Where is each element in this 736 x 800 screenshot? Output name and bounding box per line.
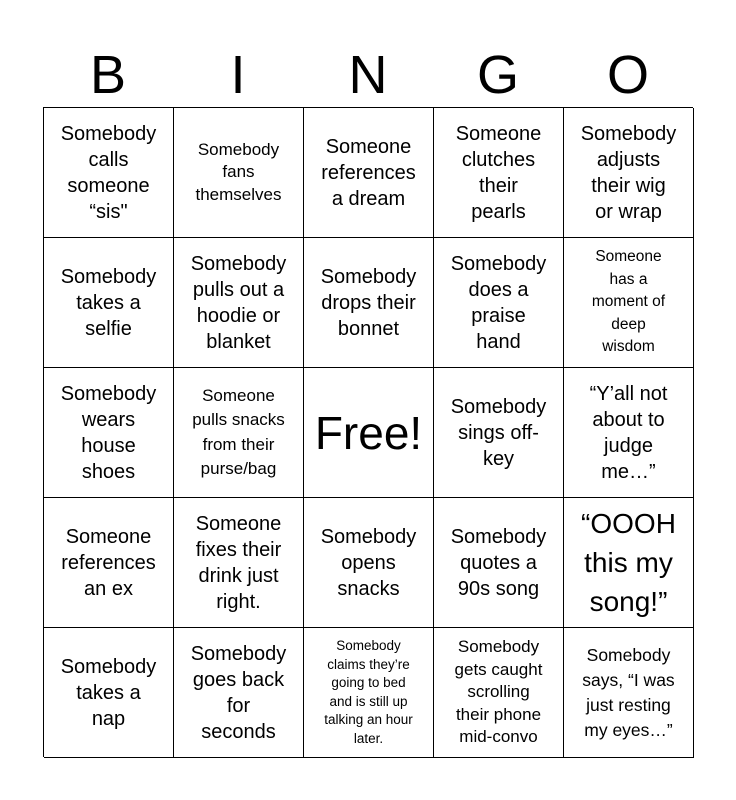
bingo-cell-r5-c4[interactable] bbox=[434, 628, 564, 758]
bingo-cell-r5-c3[interactable] bbox=[304, 628, 434, 758]
bingo-cell-r4-c3[interactable] bbox=[304, 498, 434, 628]
cell-text: Someone pulls snacks from their purse/bag bbox=[192, 385, 285, 478]
cell-text: Somebody claims they’re going to bed and is still up talking an hour later. bbox=[324, 638, 413, 746]
bingo-header bbox=[43, 42, 693, 108]
bingo-cell-r1-c3[interactable] bbox=[304, 108, 434, 238]
header-letter-g: G bbox=[476, 45, 519, 105]
bingo-cell-r3-c2[interactable] bbox=[174, 368, 304, 498]
cell-text: Someone fixes their drink just right. bbox=[195, 512, 282, 613]
header-letter-o: O bbox=[606, 45, 649, 105]
bingo-cell-r2-c3[interactable] bbox=[304, 238, 434, 368]
header-letter-i: I bbox=[230, 45, 246, 105]
cell-text: “OOOH this my song!” bbox=[581, 508, 676, 617]
bingo-cell-r3-c1[interactable] bbox=[44, 368, 174, 498]
bingo-cell-r4-c4[interactable] bbox=[434, 498, 564, 628]
cell-text: “Y’all not about to judge me…” bbox=[589, 382, 668, 483]
bingo-cell-r5-c2[interactable] bbox=[174, 628, 304, 758]
cell-text: Somebody adjusts their wig or wrap bbox=[580, 122, 677, 223]
bingo-cell-free[interactable] bbox=[304, 368, 434, 498]
cell-text: Somebody pulls out a hoodie or blanket bbox=[190, 252, 287, 353]
cell-text: Somebody takes a nap bbox=[60, 655, 157, 730]
bingo-cell-r3-c4[interactable] bbox=[434, 368, 564, 498]
bingo-cell-r2-c2[interactable] bbox=[174, 238, 304, 368]
cell-text: Somebody fans themselves bbox=[195, 139, 282, 204]
cell-text: Someone clutches their pearls bbox=[455, 122, 542, 223]
cell-text: Somebody opens snacks bbox=[320, 525, 417, 600]
cell-text: Somebody calls someone “sis" bbox=[60, 122, 157, 223]
bingo-cell-r4-c5[interactable] bbox=[564, 498, 694, 628]
free-space-text: Free! bbox=[314, 406, 423, 459]
bingo-cell-r5-c5[interactable] bbox=[564, 628, 694, 758]
bingo-cell-r3-c5[interactable] bbox=[564, 368, 694, 498]
bingo-cell-r2-c4[interactable] bbox=[434, 238, 564, 368]
header-letter-b: B bbox=[89, 45, 127, 105]
cell-text: Somebody takes a selfie bbox=[60, 265, 157, 340]
bingo-cell-r1-c2[interactable] bbox=[174, 108, 304, 238]
cell-text: Somebody does a praise hand bbox=[450, 252, 547, 353]
cell-text: Someone has a moment of deep wisdom bbox=[591, 248, 666, 356]
bingo-cell-r2-c5[interactable] bbox=[564, 238, 694, 368]
cell-text: Somebody says, “I was just resting my eyes…” bbox=[582, 644, 675, 740]
cell-text: Somebody gets caught scrolling their phone mid-convo bbox=[454, 637, 543, 747]
bingo-cell-r4-c2[interactable] bbox=[174, 498, 304, 628]
bingo-cell-r1-c4[interactable] bbox=[434, 108, 564, 238]
bingo-cell-r2-c1[interactable] bbox=[44, 238, 174, 368]
cell-text: Somebody drops their bonnet bbox=[320, 265, 417, 340]
cell-text: Someone references an ex bbox=[61, 525, 156, 600]
cell-text: Someone references a dream bbox=[321, 135, 416, 210]
cell-text: Somebody quotes a 90s song bbox=[450, 525, 547, 600]
bingo-card-grid bbox=[43, 107, 693, 757]
cell-text: Somebody wears house shoes bbox=[60, 382, 157, 483]
bingo-cell-r4-c1[interactable] bbox=[44, 498, 174, 628]
header-letter-n: N bbox=[348, 45, 388, 105]
cell-text: Somebody goes back for seconds bbox=[190, 642, 287, 743]
bingo-cell-r1-c5[interactable] bbox=[564, 108, 694, 238]
cell-text: Somebody sings off- key bbox=[450, 395, 547, 470]
bingo-cell-r5-c1[interactable] bbox=[44, 628, 174, 758]
bingo-cell-r1-c1[interactable] bbox=[44, 108, 174, 238]
